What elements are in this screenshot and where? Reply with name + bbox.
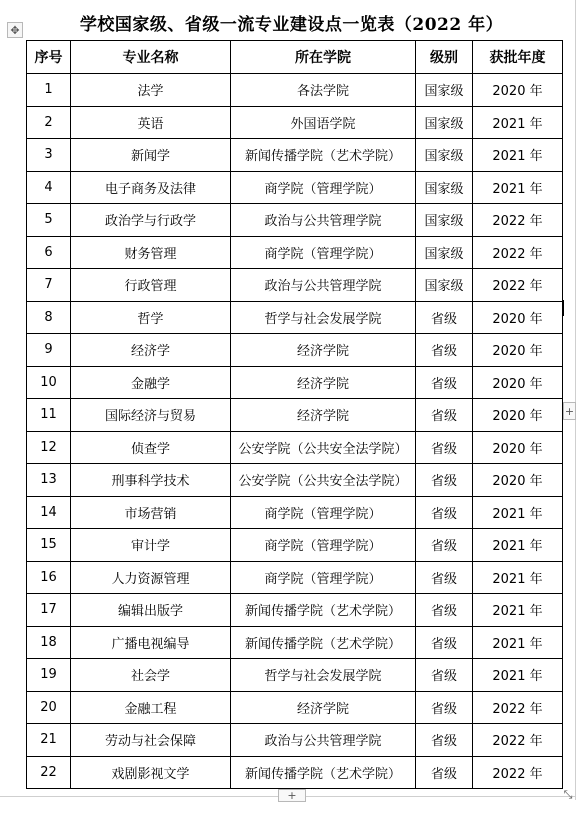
move-arrows-icon: ✥: [10, 23, 20, 37]
cell-major[interactable]: 侦查学: [71, 431, 231, 464]
cell-major[interactable]: 哲学: [71, 301, 231, 334]
cell-no[interactable]: 8: [27, 301, 71, 334]
cell-level[interactable]: 国家级: [416, 74, 473, 107]
table-row: [27, 301, 563, 334]
table-row: [27, 269, 563, 302]
cell-level[interactable]: 省级: [416, 756, 473, 789]
cell-major[interactable]: 市场营销: [71, 496, 231, 529]
cell-major[interactable]: 戏剧影视文学: [71, 756, 231, 789]
cell-major[interactable]: 经济学: [71, 334, 231, 367]
table-row: [27, 139, 563, 172]
cell-year[interactable]: 2020 年: [473, 399, 563, 432]
cell-major[interactable]: 英语: [71, 106, 231, 139]
cell-year[interactable]: 2022 年: [473, 756, 563, 789]
table-row: [27, 171, 563, 204]
cell-level[interactable]: 省级: [416, 626, 473, 659]
table-row: [27, 204, 563, 237]
header-cell-no[interactable]: 序号: [27, 41, 71, 74]
cell-level[interactable]: 省级: [416, 724, 473, 757]
cell-major[interactable]: 金融学: [71, 366, 231, 399]
cell-level[interactable]: 省级: [416, 366, 473, 399]
cell-college[interactable]: 商学院（管理学院）: [231, 171, 416, 204]
add-column-button[interactable]: [278, 789, 306, 802]
table-row: [27, 756, 563, 789]
cell-no[interactable]: 4: [27, 171, 71, 204]
cell-college[interactable]: 经济学院: [231, 399, 416, 432]
plus-icon: +: [564, 404, 575, 418]
cell-year[interactable]: 2020 年: [473, 74, 563, 107]
cell-no[interactable]: 16: [27, 561, 71, 594]
cell-no[interactable]: 20: [27, 691, 71, 724]
cell-year[interactable]: 2021 年: [473, 496, 563, 529]
table-row: [27, 529, 563, 562]
cell-college[interactable]: 商学院（管理学院）: [231, 236, 416, 269]
cell-level[interactable]: 国家级: [416, 139, 473, 172]
cell-no[interactable]: 9: [27, 334, 71, 367]
cell-college[interactable]: 经济学院: [231, 366, 416, 399]
cell-level[interactable]: 省级: [416, 529, 473, 562]
cell-major[interactable]: 国际经济与贸易: [71, 399, 231, 432]
cell-year[interactable]: 2022 年: [473, 236, 563, 269]
table-row: [27, 594, 563, 627]
cell-college[interactable]: 商学院（管理学院）: [231, 561, 416, 594]
cell-major[interactable]: 行政管理: [71, 269, 231, 302]
table-row: [27, 236, 563, 269]
cell-college[interactable]: 经济学院: [231, 334, 416, 367]
cell-level[interactable]: 省级: [416, 659, 473, 692]
cell-year[interactable]: 2021 年: [473, 594, 563, 627]
cell-level[interactable]: 国家级: [416, 171, 473, 204]
cell-level[interactable]: 省级: [416, 496, 473, 529]
cell-major[interactable]: 编辑出版学: [71, 594, 231, 627]
cell-college[interactable]: 哲学与社会发展学院: [231, 301, 416, 334]
cell-level[interactable]: 省级: [416, 594, 473, 627]
cell-college[interactable]: 外国语学院: [231, 106, 416, 139]
table-row: [27, 496, 563, 529]
cell-college[interactable]: 新闻传播学院（艺术学院）: [231, 626, 416, 659]
cell-no[interactable]: 5: [27, 204, 71, 237]
page-title: 学校国家级、省级一流专业建设点一览表（2022 年）: [79, 15, 504, 35]
cell-level[interactable]: 国家级: [416, 106, 473, 139]
header-cell-year[interactable]: 获批年度: [473, 41, 563, 74]
cell-no[interactable]: 15: [27, 529, 71, 562]
cell-major[interactable]: 新闻学: [71, 139, 231, 172]
cell-level[interactable]: 省级: [416, 464, 473, 497]
cell-year[interactable]: 2021 年: [473, 106, 563, 139]
cell-college[interactable]: 新闻传播学院（艺术学院）: [231, 139, 416, 172]
cell-college[interactable]: 公安学院（公共安全法学院）: [231, 464, 416, 497]
cell-level[interactable]: 省级: [416, 691, 473, 724]
cell-major[interactable]: 法学: [71, 74, 231, 107]
cell-no[interactable]: 14: [27, 496, 71, 529]
table-row: [27, 366, 563, 399]
cell-year[interactable]: 2021 年: [473, 171, 563, 204]
cell-major[interactable]: 财务管理: [71, 236, 231, 269]
cell-no[interactable]: 1: [27, 74, 71, 107]
cell-no[interactable]: 10: [27, 366, 71, 399]
cell-level[interactable]: 省级: [416, 561, 473, 594]
cell-major[interactable]: 政治学与行政学: [71, 204, 231, 237]
cell-year[interactable]: 2021 年: [473, 561, 563, 594]
cell-year[interactable]: 2022 年: [473, 724, 563, 757]
cell-major[interactable]: 劳动与社会保障: [71, 724, 231, 757]
cell-no[interactable]: 2: [27, 106, 71, 139]
header-cell-level[interactable]: 级别: [416, 41, 473, 74]
header-cell-major[interactable]: 专业名称: [71, 41, 231, 74]
cell-year[interactable]: 2020 年: [473, 366, 563, 399]
cell-year[interactable]: 2021 年: [473, 626, 563, 659]
cell-no[interactable]: 3: [27, 139, 71, 172]
table-row: [27, 399, 563, 432]
cell-no[interactable]: 19: [27, 659, 71, 692]
cell-level[interactable]: 省级: [416, 334, 473, 367]
cell-no[interactable]: 13: [27, 464, 71, 497]
cell-year[interactable]: 2020 年: [473, 464, 563, 497]
table-row: [27, 561, 563, 594]
cell-level[interactable]: 省级: [416, 399, 473, 432]
cell-no[interactable]: 21: [27, 724, 71, 757]
table-row: [27, 724, 563, 757]
cell-no[interactable]: 7: [27, 269, 71, 302]
cell-level[interactable]: 省级: [416, 301, 473, 334]
plus-icon: +: [287, 789, 297, 802]
table-row: [27, 464, 563, 497]
cell-major[interactable]: 电子商务及法律: [71, 171, 231, 204]
table-row: [27, 74, 563, 107]
cell-college[interactable]: 各法学院: [231, 74, 416, 107]
cell-no[interactable]: 17: [27, 594, 71, 627]
cell-year[interactable]: 2020 年: [473, 431, 563, 464]
cell-year[interactable]: 2022 年: [473, 691, 563, 724]
table-row: [27, 334, 563, 367]
cell-major[interactable]: 人力资源管理: [71, 561, 231, 594]
cell-college[interactable]: 政治与公共管理学院: [231, 204, 416, 237]
cell-college[interactable]: 哲学与社会发展学院: [231, 659, 416, 692]
cell-year[interactable]: 2020 年: [473, 301, 563, 334]
cell-college[interactable]: 商学院（管理学院）: [231, 496, 416, 529]
resize-diagonal-icon: ⤡: [563, 788, 573, 801]
cell-year[interactable]: 2021 年: [473, 659, 563, 692]
cell-college[interactable]: 新闻传播学院（艺术学院）: [231, 756, 416, 789]
header-cell-college[interactable]: 所在学院: [231, 41, 416, 74]
table-row: [27, 626, 563, 659]
cell-level[interactable]: 国家级: [416, 269, 473, 302]
cell-major[interactable]: 刑事科学技术: [71, 464, 231, 497]
cell-no[interactable]: 11: [27, 399, 71, 432]
cell-college[interactable]: 公安学院（公共安全法学院）: [231, 431, 416, 464]
frame-divider-right: [575, 0, 576, 800]
table-body: [27, 74, 563, 789]
cell-no[interactable]: 6: [27, 236, 71, 269]
add-row-button[interactable]: [563, 402, 576, 420]
cell-year[interactable]: 2022 年: [473, 204, 563, 237]
table-row: [27, 431, 563, 464]
table-resize-handle[interactable]: [561, 788, 575, 802]
cell-major[interactable]: 社会学: [71, 659, 231, 692]
cell-year[interactable]: 2021 年: [473, 139, 563, 172]
cell-year[interactable]: 2021 年: [473, 529, 563, 562]
table-row: [27, 106, 563, 139]
cell-college[interactable]: 政治与公共管理学院: [231, 269, 416, 302]
cell-college[interactable]: 商学院（管理学院）: [231, 529, 416, 562]
cell-major[interactable]: 金融工程: [71, 691, 231, 724]
cell-major[interactable]: 广播电视编导: [71, 626, 231, 659]
cell-level[interactable]: 国家级: [416, 204, 473, 237]
table-header-row: [27, 41, 563, 74]
majors-table: [26, 40, 563, 789]
table-row: [27, 659, 563, 692]
cell-year[interactable]: 2022 年: [473, 269, 563, 302]
cell-no[interactable]: 18: [27, 626, 71, 659]
cell-no[interactable]: 12: [27, 431, 71, 464]
cell-level[interactable]: 省级: [416, 431, 473, 464]
table-row: [27, 691, 563, 724]
cell-no[interactable]: 22: [27, 756, 71, 789]
cell-college[interactable]: 经济学院: [231, 691, 416, 724]
text-cursor: [562, 300, 564, 316]
cell-college[interactable]: 新闻传播学院（艺术学院）: [231, 594, 416, 627]
cell-level[interactable]: 国家级: [416, 236, 473, 269]
cell-college[interactable]: 政治与公共管理学院: [231, 724, 416, 757]
cell-year[interactable]: 2020 年: [473, 334, 563, 367]
cell-major[interactable]: 审计学: [71, 529, 231, 562]
